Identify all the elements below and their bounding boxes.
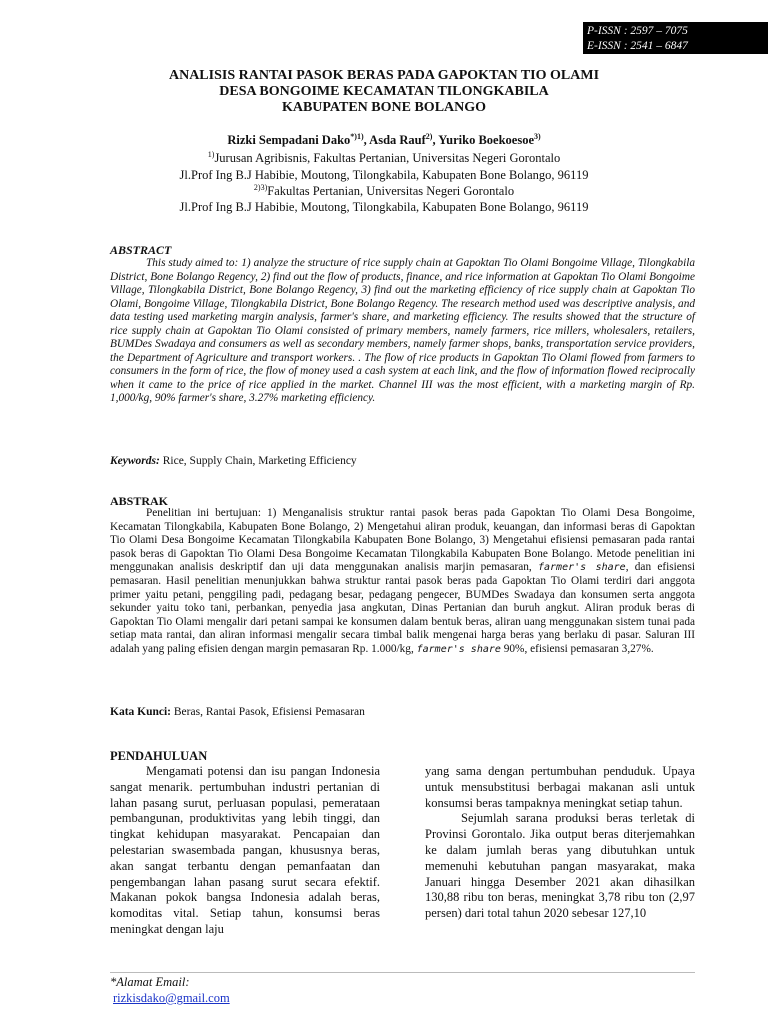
farmers-share-term: farmer's share [416, 643, 501, 655]
intro-column-2 [425, 764, 695, 922]
intro-paragraph: yang sama dengan pertumbuhan penduduk. Upaya untuk mensubstitusi berbagai makanan asli untuk konsumsi beras tampaknya meningkat setiap tahun. [425, 764, 695, 810]
affiliation-text: Jurusan Agribisnis, Fakultas Pertanian, Universitas Negeri Gorontalo [214, 151, 561, 165]
electronic-issn: E-ISSN : 2541 – 6847 [587, 40, 688, 52]
affiliation-text: Jl.Prof Ing B.J Habibie, Moutong, Tilongkabila, Kabupaten Bone Bolango, 96119 [179, 200, 589, 214]
kata-kunci-text: Beras, Rantai Pasok, Efisiensi Pemasaran [171, 706, 365, 718]
print-issn: P-ISSN : 2597 – 7075 [587, 25, 688, 37]
abstract-heading: ABSTRACT [110, 243, 172, 257]
affiliation-2 [0, 183, 768, 200]
abstrak-part: , dan efisiensi pemasaran. Hasil penelitian menunjukkan bahwa struktur rantai pasok beras pada Gapoktan Tio Olami terdiri dari anggota primer yaitu petani, penggiling padi, pedagang besar, pedagang pengecer, BUMDes Swadaya dan konsumen serta anggota sekunder yaitu toko tani, perbankan, penyedia jasa angkutan, Dinas Pertanian dan buruh angkut. Aliran produk beras di Gapoktan Tio Olami mengalir dari petani sampai ke konsumen dalam bentuk beras, aliran uang menggunakan sistem tunai pada setiap mata rantai, dan aliran informasi mengalir secara timbal balik mengenai harga beras yang berlaku di pasar. Saluran III adalah yang paling efisien dengan margin pemasaran Rp. 1.000/kg, [110, 561, 695, 655]
intro-column-1: Mengamati potensi dan isu pangan Indonesia sangat menarik. pertumbuhan industri pertanian di lahan pasang surut, perluasan populasi, pemerataan pembangunan, produktivitas yang lebih tinggi, dan tingkat kehidupan masyarakat. Pencapaian dan pelestarian swasembada pangan, khususnya beras, akan sangat terbantu dengan pemanfaatan dan pengembangan lahan pasang surut secara efektif. Makanan pokok bangsa Indonesia adalah beras, komoditas vital. Setiap tahun, konsumsi beras meningkat dengan laju [110, 764, 380, 936]
affiliation-text: Jl.Prof Ing B.J Habibie, Moutong, Tilongkabila, Kabupaten Bone Bolango, 96119 [179, 168, 589, 182]
author-sup: 2) [425, 131, 433, 141]
keywords-line [110, 455, 357, 467]
affiliation-1 [0, 150, 768, 167]
affiliation-sup: 2)3) [253, 182, 268, 192]
kata-kunci-line [110, 706, 365, 718]
title-line: DESA BONGOIME KECAMATAN TILONGKABILA [219, 84, 549, 99]
affiliation-address-1 [0, 167, 768, 184]
author-name: Yuriko Boekoesoe [438, 133, 534, 147]
abstrak-part: Penelitian ini bertujuan: 1) Menganalisis struktur rantai pasok beras pada Gapoktan Tio Olami Desa Bongoime, Kecamatan Tilongkabila, Kabupaten Bone Bolango, 2) Mengetahui aliran produk, keuangan, dan informasi beras di Gapoktan Tio Olami Desa Bongoime Kecamatan Tilongkabila Kabupaten Bone Bolango, 3) Mengetahui efisiensi pemasaran pada rantai pasok beras di Gapoktan Tio Olami Desa Bongoime Kecamatan Tilongkabila Kabupaten Bone Bolango. Metode penelitian ini menggunakan analisis deskriptif dan uji data menggunakan analisis marjin pemasaran, [110, 507, 695, 574]
affiliation-sup: 1) [207, 149, 215, 159]
abstract-text: This study aimed to: 1) analyze the structure of rice supply chain at Gapoktan Tio Olami Bongoime Village, Tilongkabila District, Bone Bolango Regency, 2) find out the flow of products, finance, and rice information at Gapoktan Tio Olami Bongoime Village, Tilongkabila District, Bone Bolango Regency, 3) find out the marketing efficiency of rice supply chain at Gapoktan Tio Olami, Bongoime Village, Tilongkabila District, Bone Bolango Regency. The research method used was descriptive analysis, and data testing used marketing margin analysis, farmer's share, and marketing efficiency. The results showed that the structure of rice supply chain at Gapoktan Tio Olami consisted of primary members, namely farmers, rice millers, wholesalers, retailers, BUMDes Swadaya and consumers as well as secondary members, namely farmer shops, banks, transportation service providers, the Department of Agriculture and transport workers. . The flow of rice products in Gapoktan Tio Olami flowed from farmers to consumers in the form of rice, the flow of money used a cash system at each link, and the flow of information flowed reciprocally when it came to the price of rice applied in the market. Channel III was the most efficient, with a marketing margin of Rp. 1,000/kg, 90% farmer's share, 3.27% marketing efficiency. [110, 257, 695, 404]
footer-divider [110, 972, 695, 973]
paper-title [0, 68, 768, 116]
affiliation-address-2 [0, 199, 768, 216]
keywords-text: Rice, Supply Chain, Marketing Efficiency [159, 455, 357, 467]
author-sup: *)1) [350, 131, 364, 141]
abstrak-text [110, 507, 695, 657]
author-list: Rizki Sempadani Dako$^{*)1)}$, Asda Rauf$^{2)}$, Yuriko Boekoesoe$^{3)}$ [227, 131, 541, 147]
farmers-share-term: farmer's share [537, 562, 626, 574]
title-line: KABUPATEN BONE BOLANGO [281, 100, 487, 115]
abstrak-part: 90%, efisiensi pemasaran 3,27%. [500, 642, 654, 655]
abstrak-heading: ABSTRAK [110, 494, 169, 508]
intro-paragraph: Sejumlah sarana produksi beras terletak di Provinsi Gorontalo. Jika output beras diterjemahkan ke dalam jumlah beras yang dibutuhkan untuk memenuhi kebutuhan pangan masyarakat, maka Januari hingga Desember 2021 akan dihasilkan 130,88 ribu ton beras, meningkat 3,78 ribu ton (2,97 persen) dari total tahun 2020 sebesar 127,10 [425, 811, 695, 921]
keywords-label: Keywords: [110, 455, 160, 467]
author-sup: 3) [534, 131, 541, 141]
author-name: Rizki Sempadani Dako [227, 133, 351, 147]
kata-kunci-label: Kata Kunci: [110, 706, 172, 718]
author-name: Asda Rauf [369, 133, 426, 147]
issn-box [583, 22, 768, 54]
title-line: ANALISIS RANTAI PASOK BERAS PADA GAPOKTAN TIO OLAMI [168, 68, 600, 83]
affiliation-text: Fakultas Pertanian, Universitas Negeri Gorontalo [267, 184, 515, 198]
intro-heading: PENDAHULUAN [110, 749, 208, 763]
email-label: *Alamat Email: [110, 975, 190, 989]
email-link[interactable]: rizkisdako@gmail.com [113, 991, 230, 1005]
